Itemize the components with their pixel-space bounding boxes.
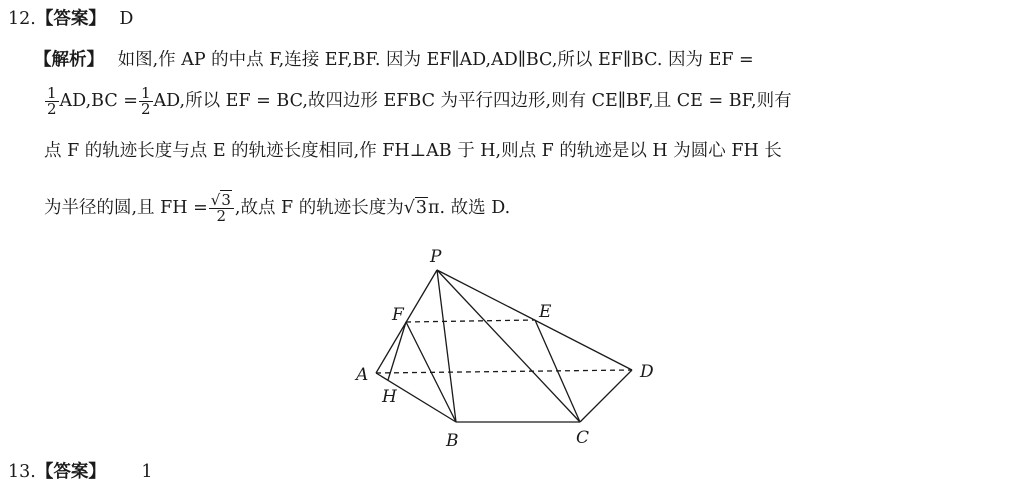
segment-FH bbox=[388, 322, 406, 380]
label-H: H bbox=[382, 387, 397, 407]
q12-answer-value: D bbox=[119, 9, 134, 29]
label-C: C bbox=[576, 428, 590, 448]
label-E: E bbox=[539, 302, 552, 322]
q12-line4-part-a: 为半径的圆,且 FH = bbox=[44, 198, 208, 218]
segment-FE bbox=[406, 320, 535, 322]
q12-answer-label: 【答案】 bbox=[35, 9, 106, 29]
label-F: F bbox=[392, 305, 404, 325]
q13-answer-label: 【答案】 bbox=[35, 462, 106, 482]
label-A: A bbox=[356, 365, 369, 385]
q12-analysis-label: 【解析】 bbox=[34, 50, 104, 70]
fraction-one-half: $\frac{1}{2}$ bbox=[47, 84, 57, 118]
label-D: D bbox=[640, 362, 654, 382]
q12-line4-part-c: π. 故选 D. bbox=[428, 198, 511, 218]
q13-number: 13. bbox=[8, 462, 36, 482]
q12-line2-part-a: AD,BC = bbox=[59, 91, 138, 111]
q12-line2-part-b: AD,所以 EF = BC,故四边形 EFBC 为平行四边形,则有 CE∥BF,且 CE = BF,则有 bbox=[153, 91, 792, 111]
q12-number: 12. bbox=[8, 9, 36, 29]
fraction-sqrt3-over-2: $\frac{√3}{2}$ bbox=[209, 193, 234, 224]
label-P: P bbox=[430, 247, 442, 267]
q12-analysis-text-1: 如图,作 AP 的中点 F,连接 EF,BF. 因为 EF∥AD,AD∥BC,所以 EF∥BC. 因为 EF = bbox=[117, 50, 754, 70]
q12-analysis-text-3: 点 F 的轨迹长度与点 E 的轨迹长度相同,作 FH⊥AB 于 H,则点 F 的轨迹是以 H 为圆心 FH 长 bbox=[44, 141, 782, 161]
fraction-one-half-2: $\frac{1}{2}$ bbox=[140, 84, 151, 118]
q13-answer-value: 1 bbox=[141, 462, 153, 482]
label-B: B bbox=[446, 431, 459, 451]
q13-answer-line bbox=[8, 464, 153, 482]
q12-line4-part-b: ,故点 F 的轨迹长度为 bbox=[234, 198, 404, 218]
edge-AD bbox=[376, 370, 632, 373]
edge-PC bbox=[437, 270, 580, 422]
edge-PB bbox=[437, 270, 456, 422]
sqrt-three: √3 bbox=[403, 198, 428, 218]
edge-CD bbox=[580, 370, 632, 422]
